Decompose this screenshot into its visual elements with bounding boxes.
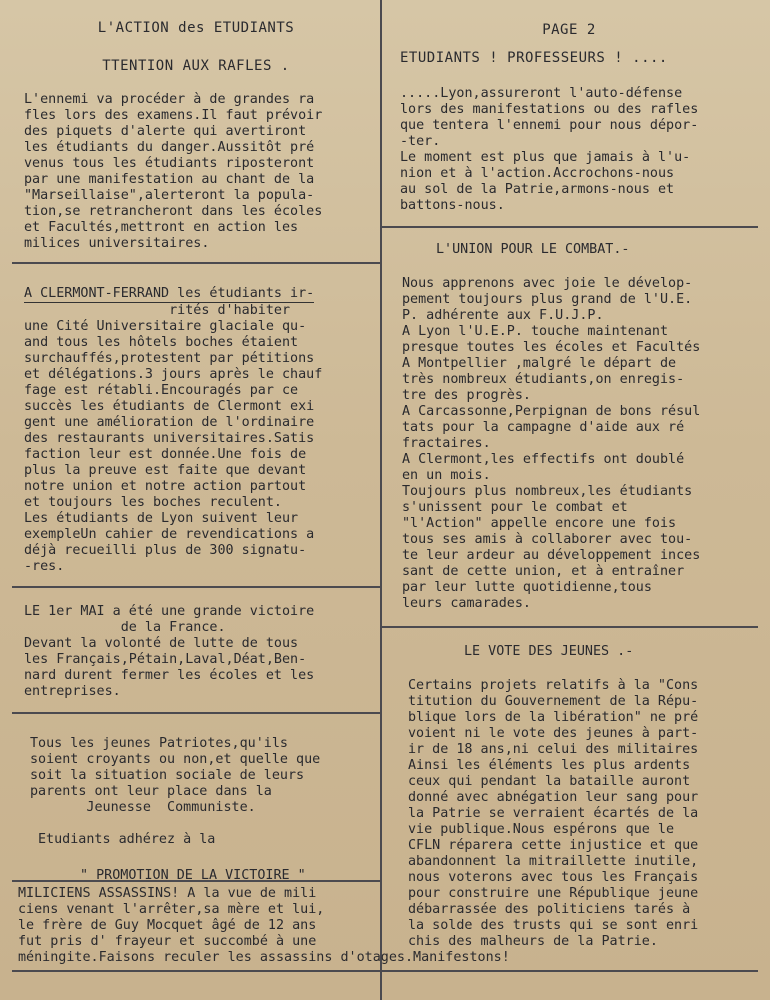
promotion-line: " PROMOTION DE LA VICTOIRE " [80,868,306,883]
divider-3 [12,712,380,714]
divider-r2 [380,626,758,628]
publication-title: L'ACTION des ETUDIANTS [97,20,295,36]
divider-2 [12,586,380,588]
article-premier-mai [24,604,314,700]
page-number-block [380,22,758,38]
divider-4 [12,880,380,882]
right-column [380,0,758,1000]
union-headline: L'UNION POUR LE COMBAT.- [436,242,630,257]
union-head-block [436,242,629,258]
mai-text: de la France. Devant la volonté de lutte de tous les Français,Pétain,Laval,Déat,Ben- nard durent fermer les écoles et les entreprises. [24,620,315,699]
left-header [12,20,380,36]
lyon-text: .....Lyon,assureront l'auto-défense lors des manifestations ou des rafles que tentera l'ennemi pour nous dépor- -ter. Le moment est plus que jamais à l'u- nion et à l'action.Accrochons-nous au sol de la Patrie,armons-nous et battons-nous. [400,86,699,213]
left-column [12,0,382,1000]
article-union [402,276,700,612]
rafles-title: TTENTION AUX RAFLES . [102,58,290,74]
divider-1 [12,262,380,264]
article-vote [408,678,698,950]
miliciens-text: MILICIENS ASSASSINS! A la vue de mili ciens venant l'arrêter,sa mère et lui, le frère de Guy Mocquet âgé de 12 ans fut pris d' frayeur et succombé à une méningite.Faisons reculer les assassins d'otages.Manifestons! [18,886,510,965]
vote-head-block [464,644,633,660]
vote-text: Certains projets relatifs à la "Cons titution du Gouvernement de la Répu- blique lors de la libération" ne pré voient ni le vote des jeunes à part- ir de 18 ans,ni celui des militaires Ainsi les éléments les plus ardents ceux qui pendant la bataille auront donné avec abnégation leur sang pour la Patrie se verraient écartés de la vie publique.Nous espérons que le CFLN réparera cette injustice et que abandonnent la mitraillette inutile, nous voterons avec tous les Français pour construire une République jeune débarrassée des politiciens tarés à la solde des trusts qui se sont enri chis des malheurs de la Patrie. [408,678,699,949]
adherez-line: Etudiants adhérez à la [38,832,216,847]
mai-headline: LE 1er MAI a été une grande victoire [24,604,315,619]
article-lyon [400,86,698,214]
article-patriotes [30,736,320,884]
page-number: PAGE 2 [542,22,596,38]
clermont-headline: A CLERMONT-FERRAND les étudiants ir- [24,286,315,301]
rafles-title-block [12,58,380,74]
article-clermont [24,282,322,575]
vote-headline: LE VOTE DES JEUNES .- [464,644,634,659]
union-text: Nous apprenons avec joie le dévelop- pement toujours plus grand de l'U.E. P. adhérente aux F.U.J.P. A Lyon l'U.E.P. touche maintenant presque toutes les écoles et Facultés A Montpellier ,malgré le départ de très nombreux étudiants,on enregis- tre des progrès. A Carcassonne,Perpignan de bons résul tats pour la campagne d'aide aux ré fractaires. A Clermont,les effectifs ont doublé en un mois. Toujours plus nombreux,les étudiants s'unissent pour le combat et "l'Action" appelle encore une fois tous ses amis à collaborer avec tou- te leur ardeur au développement inces sant de cette union, et à entraîner par leur lutte quotidienne,tous leurs camarades. [402,276,701,611]
rafles-text: L'ennemi va procéder à de grandes ra fles lors des examens.Il faut prévoir des piquets d'alerte qui avertiront les étudiants du danger.Aussitôt pré venus tous les étudiants riposteront par une manifestation au chant de la "Marseillaise",alerteront la popula- tion,se retrancheront dans les écoles et Facultés,mettront en action les milices universitaires. [24,92,323,251]
patriotes-text: Tous les jeunes Patriotes,qu'ils soient croyants ou non,et quelle que soit la situation sociale de leurs parents ont leur place dans la Jeunesse Communiste. [30,736,321,815]
professeurs-title-block [400,50,668,66]
clermont-text: rités d'habiter une Cité Universitaire glaciale qu- and tous les hôtels boches étaient surchauffés,protestent par pétitions et délégations.3 jours après le chauf fage est rétabli.Encouragés par ce succès les étudiants de Clermont exi gent une amélioration de l'ordinaire des restaurants universitaires.Satis faction leur est donnée.Une fois de plus la preuve est faite que devant notre union et notre action partout et toujours les boches reculent. Les étudiants de Lyon suivent leur exempleUn cahier de revendications a déjà recueilli plus de 300 signatu- -res. [24,303,323,574]
article-rafles [24,92,322,252]
divider-r1 [380,226,758,228]
professeurs-title: ETUDIANTS ! PROFESSEURS ! .... [400,50,668,66]
